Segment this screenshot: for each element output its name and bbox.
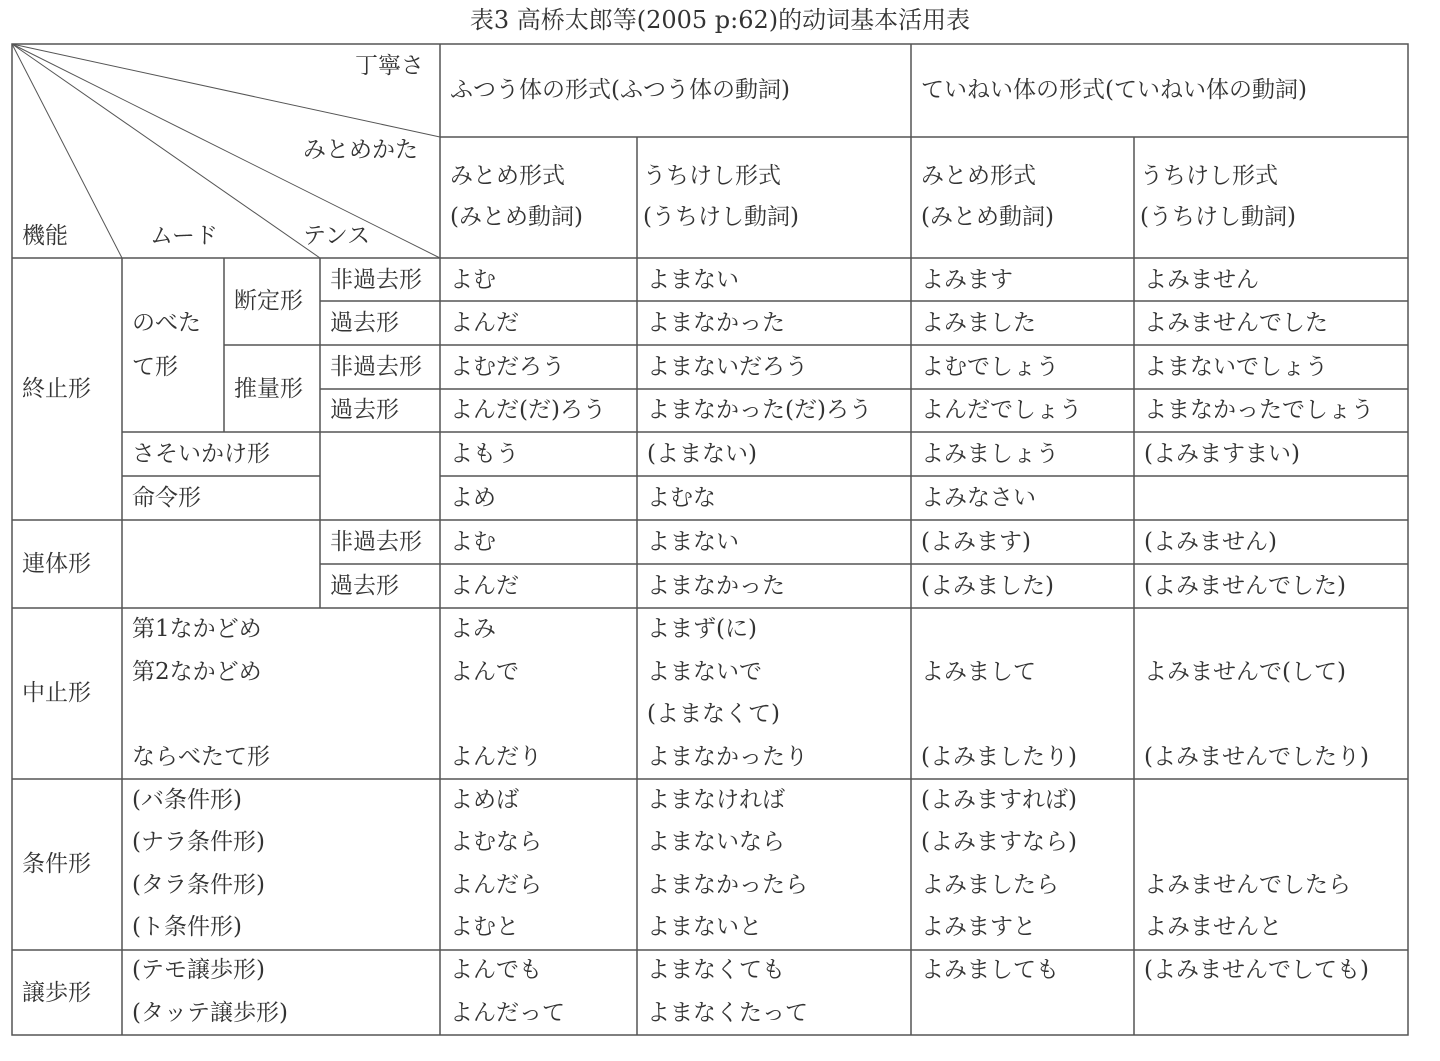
label-joho: 譲歩形	[22, 980, 91, 1006]
table-cell: よみましたら	[921, 872, 1059, 898]
table-title: 表3 高桥太郎等(2005 p:62)的动词基本活用表	[469, 6, 971, 34]
table-cell: よまないなら	[647, 829, 785, 855]
label-row: (ナラ条件形)	[132, 829, 265, 855]
table-cell: よまなくても	[647, 957, 785, 983]
table-cell: よめ	[450, 485, 496, 511]
table-cell: よみません	[1144, 267, 1259, 293]
table-cell: (よみました)	[921, 573, 1054, 599]
subheader: うちけし形式	[1140, 163, 1278, 189]
table-cell: よまなかったら	[647, 872, 808, 898]
table-cell: よめば	[450, 787, 519, 813]
table-cell: よまなくたって	[647, 1000, 808, 1026]
table-cell: (よまない)	[647, 441, 757, 467]
table-cell: よんだ	[450, 310, 519, 336]
table-cell: よむでしょう	[921, 354, 1059, 380]
table-cell: よまないでしょう	[1144, 354, 1328, 380]
table-cell: よまないだろう	[647, 354, 808, 380]
table-cell: よまない	[647, 529, 739, 555]
label-suiryo: 推量形	[234, 376, 303, 402]
table-cell: よみますと	[921, 914, 1036, 940]
table-cell: よみ	[450, 616, 496, 642]
header-mitomekata: みとめかた	[303, 137, 418, 163]
table-cell: (よみます)	[921, 529, 1031, 555]
table-cell: (よみませんでした)	[1144, 573, 1346, 599]
label-row: (タッテ譲歩形)	[132, 1000, 288, 1026]
label-row: ならべたて形	[132, 744, 270, 770]
label-dantei: 断定形	[234, 288, 303, 314]
label-chushi: 中止形	[22, 680, 91, 706]
table-cell: よんだでしょう	[921, 397, 1082, 423]
label-meirei: 命令形	[132, 485, 201, 511]
table-cell: よみました	[921, 310, 1036, 336]
header-teinei: 丁寧さ	[355, 53, 424, 79]
table-cell: よみまして	[921, 659, 1036, 685]
table-cell: よむ	[450, 267, 496, 293]
table-cell: よまず(に)	[647, 616, 757, 642]
table-cell: (よみますまい)	[1144, 441, 1300, 467]
label-tense: 非過去形	[330, 529, 422, 555]
label-row: 第2なかどめ	[132, 659, 262, 685]
subheader: みとめ形式	[921, 163, 1036, 189]
label-nobete: て形	[132, 354, 178, 380]
table-cell: (よみません)	[1144, 529, 1277, 555]
table-cell: (よみますれば)	[921, 787, 1077, 813]
label-row: (バ条件形)	[132, 787, 242, 813]
label-row: 第1なかどめ	[132, 616, 262, 642]
subheader: (うちけし動詞)	[1140, 204, 1296, 230]
table-cell: よまなかったでしょう	[1144, 397, 1374, 423]
table-cell: よみます	[921, 267, 1013, 293]
header-mood: ムード	[150, 223, 218, 249]
table-cell: (よみませんでしても)	[1144, 957, 1369, 983]
table-cell: よみましょう	[921, 441, 1059, 467]
table-cell: よむな	[647, 485, 716, 511]
table-cell: よむだろう	[450, 354, 565, 380]
table-cell: よみなさい	[921, 485, 1036, 511]
table-cell: よみませんでした	[1144, 310, 1328, 336]
table-cell: よまなかったり	[647, 744, 808, 770]
subheader: みとめ形式	[450, 163, 565, 189]
table-cell: よまなかった	[647, 310, 785, 336]
table-cell: (よみましたり)	[921, 744, 1077, 770]
header-tense: テンス	[303, 223, 371, 249]
table-cell: よまないと	[647, 914, 762, 940]
subheader: (うちけし動詞)	[643, 204, 799, 230]
label-nobete: のべた	[132, 310, 201, 336]
table-cell: よまなかった(だ)ろう	[647, 397, 872, 423]
label-tense: 非過去形	[330, 267, 422, 293]
label-joken: 条件形	[22, 851, 91, 877]
header-futsu: ふつう体の形式(ふつう体の動詞)	[450, 77, 790, 103]
table-cell: よみませんで(して)	[1144, 659, 1346, 685]
table-cell: よまなかった	[647, 573, 785, 599]
label-sasoi: さそいかけ形	[132, 441, 270, 467]
table-cell: よんだり	[450, 744, 542, 770]
label-tense: 過去形	[330, 573, 399, 599]
label-row: (ト条件形)	[132, 914, 242, 940]
header-kino: 機能	[22, 223, 68, 249]
table-cell: よんだ	[450, 573, 519, 599]
table-cell: よむ	[450, 529, 496, 555]
label-tense: 過去形	[330, 310, 399, 336]
table-cell: よんだら	[450, 872, 542, 898]
table-cell: よもう	[450, 441, 519, 467]
table-cell: よまない	[647, 267, 739, 293]
table-cell: よみましても	[921, 957, 1059, 983]
table-cell: よむなら	[450, 829, 542, 855]
label-tense: 非過去形	[330, 354, 422, 380]
label-row: (テモ譲歩形)	[132, 957, 265, 983]
label-shushi: 終止形	[22, 376, 91, 402]
subheader: うちけし形式	[643, 163, 781, 189]
label-row: (タラ条件形)	[132, 872, 265, 898]
subheader: (みとめ動詞)	[450, 204, 583, 230]
table-cell: よんだって	[450, 1000, 565, 1026]
label-rentai: 連体形	[22, 551, 91, 577]
table-cell: よみませんでしたら	[1144, 872, 1351, 898]
table-cell: よまないで	[647, 659, 762, 685]
table-cell: よんだ(だ)ろう	[450, 397, 606, 423]
label-tense: 過去形	[330, 397, 399, 423]
table-cell: よみませんと	[1144, 914, 1282, 940]
table-cell: よんで	[450, 659, 519, 685]
subheader: (みとめ動詞)	[921, 204, 1054, 230]
table-cell: よんでも	[450, 957, 542, 983]
table-cell: よまなければ	[647, 787, 785, 813]
table-cell: (よみませんでしたり)	[1144, 744, 1369, 770]
table-cell: (よみますなら)	[921, 829, 1077, 855]
header-teinei-form: ていねい体の形式(ていねい体の動詞)	[921, 77, 1307, 103]
table-cell: (よまなくて)	[647, 701, 780, 727]
table-cell: よむと	[450, 914, 519, 940]
